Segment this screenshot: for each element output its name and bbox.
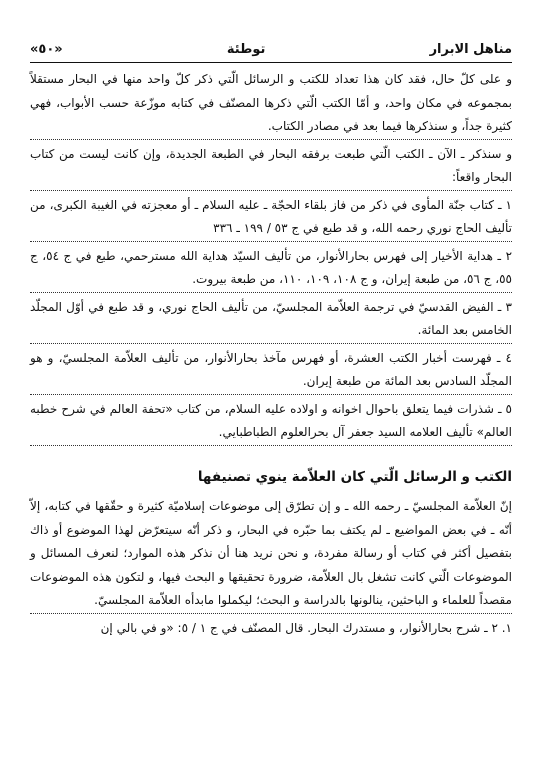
section-heading: الكتب و الرسائل الّتي كان العلاّمة ينوي تصنيفها xyxy=(197,468,512,485)
list-item: ٣ ـ الفيض القدسيّ في ترجمة العلاّمة المجلسيّ، من تأليف الحاج نوري، و قد طبع في أوّل المجلّد الخامس بعد المائة. xyxy=(30,296,512,344)
printed-books-list xyxy=(30,194,512,446)
page-header xyxy=(30,36,512,63)
section-paragraph: إنّ العلاّمة المجلسيّ ـ رحمه الله ـ و إن تطرّق إلى موضوعات إسلاميّة كثيرة و حقّقها في كتابه، إلاّ أنّه ـ في بعض المواضيع ـ لم يكتف بما حبّره في البحار، و ذكر أنّه سيتعرّض لهذا الموضوع أو ذاك بتفصيل أكثر في كتاب أو رسالة مفردة، و نحن نريد هنا أن نذكر هذه الموارد؛ لنعرف المسائل و الموضوعات الّتي كانت تشغل بال العلاّمة، ضرورة تحقيقها و البحث فيها، و لتكون هذه الموضوعات مقصداً للعلماء و الباحثين، ينالونها بالدراسة و البحث؛ ليكملوا مابدأه العلاّمة المجلسيّ. xyxy=(30,495,512,614)
list-item: ٢ ـ هداية الأخيار إلى فهرس بحارالأنوار، من تأليف السيّد هداية الله مسترحمي، طبع في ج ٥٤، ج ٥٥، ج ٥٦، من طبعة إيران، و ج ١٠٨، ١٠٩، ١١٠، من طبعة بيروت. xyxy=(30,245,512,293)
list-item: ٥ ـ شذرات فيما يتعلق باحوال اخوانه و اولاده عليه السلام، من كتاب «تحفة العالم في شرح خطبه العالم» تأليف العلامه السيد جعفر آل بحرالعلوم الطباطبايي. xyxy=(30,398,512,446)
intro-paragraph-1: و على كلّ حال، فقد كان هذا تعداد للكتب و الرسائل الّتي ذكر كلّ واحد منها في البحار مستقلاً بمجموعه في مكان واحد، و أمّا الكتب الّتي ذكرها المصنّف في كتابه موزّعة حسب الأبواب، فهي كثيرة جداً، و سنذكرها فيما بعد في مصادر الكتاب. xyxy=(30,68,512,140)
running-title-section: توطئة xyxy=(226,41,266,57)
page-number: «٥٠» xyxy=(30,41,63,57)
list-item: ٤ ـ فهرست أخبار الكتب العشرة، أو فهرس مآخذ بحارالأنوار، من تأليف العلاّمة المجلسيّ، و هو المجلّد السادس بعد المائة من طبعة إيران. xyxy=(30,347,512,395)
intro-paragraph-2: و سنذكر ـ الآن ـ الكتب الّتي طبعت برفقه البحار في الطبعة الجديدة، وإن كانت ليست من كتاب البحار واقعاً: xyxy=(30,143,512,191)
section-list-item-1: ١. ٢ ـ شرح بحارالأنوار، و مستدرك البحار. قال المصنّف في ج ١ / ٥: «و في بالي إن xyxy=(100,620,512,635)
running-title-book: مناهل الابرار xyxy=(429,41,512,57)
list-item: ١ ـ كتاب جنّة المأوى في ذكر من فاز بلقاء الحجّة ـ عليه السلام ـ أو معجزته في الغيبة الكبرى، من تأليف الحاج نوري رحمه الله، و قد طبع في ج ٥٣ / ١٩٩ ـ ٣٣٦ xyxy=(30,194,512,242)
page-body xyxy=(30,68,512,643)
